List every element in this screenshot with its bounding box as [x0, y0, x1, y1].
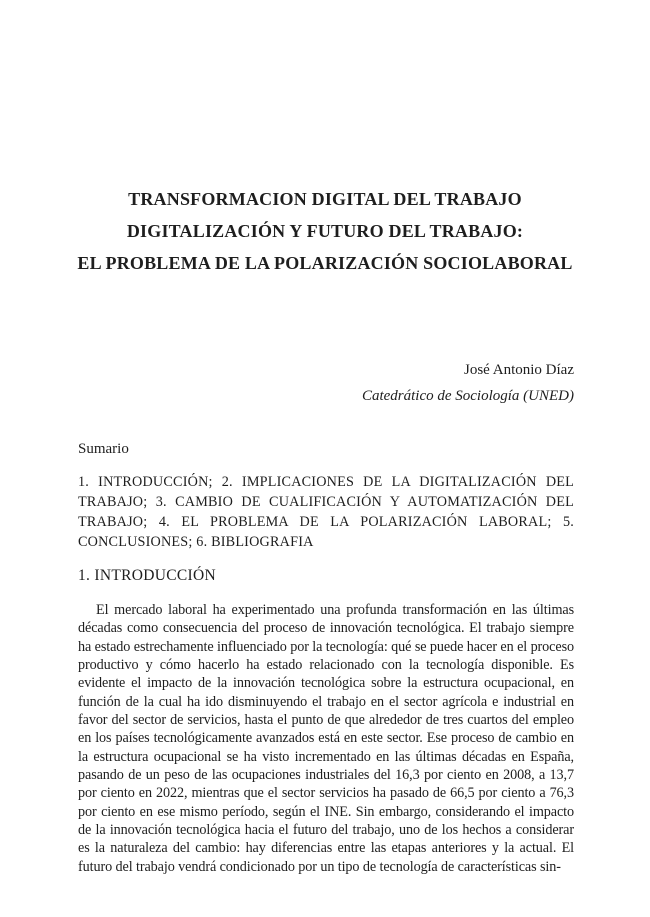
body-paragraph: El mercado laboral ha experimentado una profunda transformación en las últimas décadas como consecuencia del proceso de innovación tecnológica. El trabajo siempre ha estado estrechamente influenciado por la tecnología: qué se puede hacer en el proceso productivo y cómo hacerlo ha estado relacionado con la tecnología disponible. Es evidente el impacto de la innovación tecnológica sobre la estructura ocupacional, en función de la cual ha ido disminuyendo el trabajo en el sector agrícola e industrial en favor del sector de servicios, hasta el punto de que alrededor de tres cuartos del empleo en los países tecnológicamente avanzados está en este sector. Ese proceso de cambio en la estructura ocupacional se ha visto incrementado en las últimas décadas en España, pasando de un peso de las ocupaciones industriales del 16,3 por ciento en 2008, a 13,7 por ciento en 2022, mientras que el sector servicios ha pasado de 66,5 por ciento a 76,3 por ciento en ese mismo período, según el INE. Sin embargo, considerando el impacto de la innovación tecnológica hacia el futuro del trabajo, uno de los hechos a considerar es la naturaleza del cambio: hay diferencias entre las etapas anteriores y la actual. El futuro del trabajo vendrá condicionado por un tipo de tecnología de características sin-: [78, 602, 574, 875]
author-name: José Antonio Díaz: [464, 362, 574, 378]
author-block: [362, 357, 574, 409]
title-line-3: EL PROBLEMA DE LA POLARIZACIÓN SOCIOLABORAL: [77, 253, 573, 273]
author-role: Catedrático de Sociología (UNED): [361, 388, 574, 404]
title-line-1: TRANSFORMACION DIGITAL DEL TRABAJO: [128, 189, 522, 209]
title-block: [0, 183, 650, 279]
title-line-2: DIGITALIZACIÓN Y FUTURO DEL TRABAJO:: [126, 221, 524, 241]
summary-text: 1. INTRODUCCIÓN; 2. IMPLICACIONES DE LA DIGITALIZACIÓN DEL TRABAJO; 3. CAMBIO DE CUALIFICACIÓN Y AUTOMATIZACIÓN DEL TRABAJO; 4. EL PROBLEMA DE LA POLARIZACIÓN LABORAL; 5. CONCLUSIONES; 6. BIBLIOGRAFIA: [78, 474, 574, 550]
section-heading: 1. INTRODUCCIÓN: [78, 567, 216, 584]
summary-heading: Sumario: [78, 441, 129, 457]
